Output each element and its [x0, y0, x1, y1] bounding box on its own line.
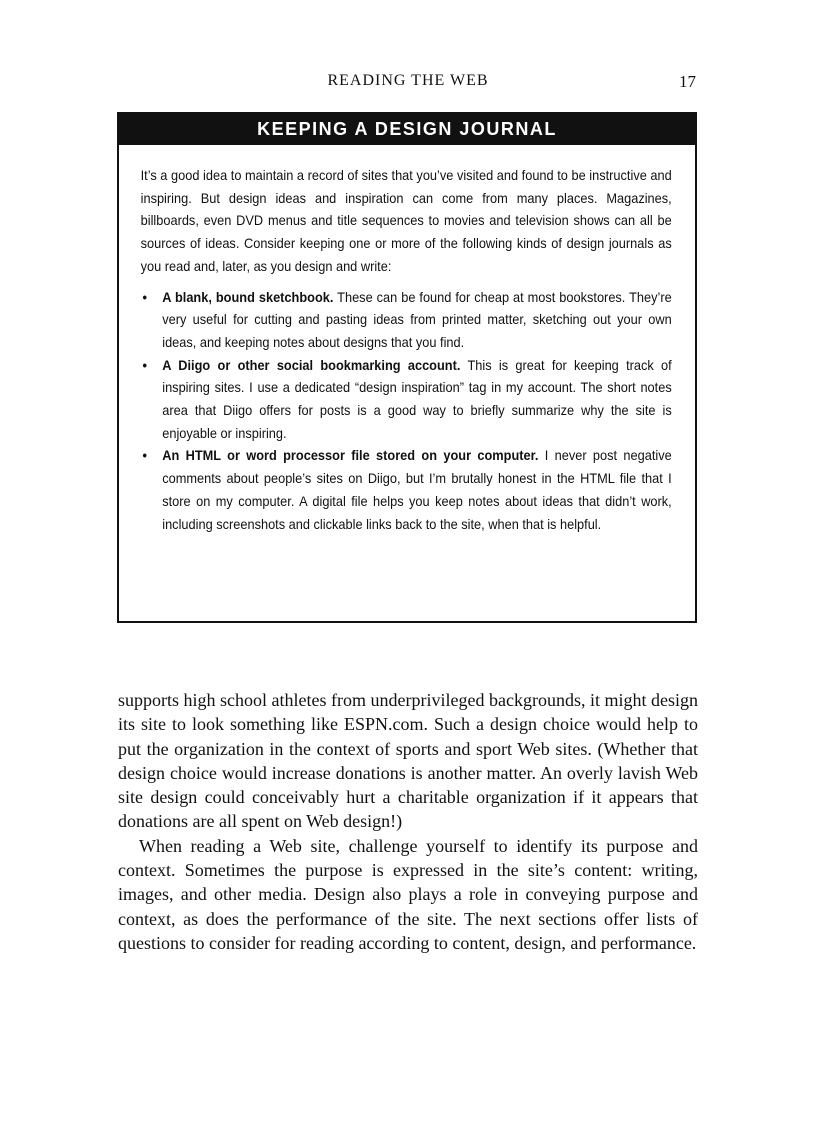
sidebar-intro: It’s a good idea to maintain a record of sites that you’ve visited and found to be instructive and inspiring. But design ideas and inspiration can come from many places. Magazines, billboards, even DVD menus and title sequences to movies and television shows can all be sources of ideas. Consider keeping one or more of the following kinds of design journals as you read and, later, as you design and write: [140, 168, 672, 274]
sidebar-body [119, 145, 691, 536]
list-item [141, 355, 672, 446]
bullet-icon: • [142, 357, 147, 373]
list-item [141, 287, 672, 355]
list-item-text: This is great for keeping track of inspiring sites. I use a dedicated “design inspiration” tag in my account. The short notes area that Diigo offers for posts is a good way to briefly summarize why the site is enjoyable or inspiring. [162, 357, 672, 441]
list-item [141, 445, 672, 536]
running-title: READING THE WEB [327, 72, 489, 89]
bullet-icon: • [142, 289, 147, 305]
main-body-text [118, 688, 698, 955]
list-item-lead: An HTML or word processor file stored on your computer. [162, 448, 539, 464]
journal-types-list [141, 287, 672, 537]
list-item-text: These can be found for cheap at most bookstores. They’re very useful for cutting and pasting ideas from printed matter, sketching out your own ideas, and keeping notes about designs that you find. [162, 289, 672, 350]
body-paragraph-1: supports high school athletes from underprivileged backgrounds, it might design its site to look something like ESPN.com. Such a design choice would help to put the organization in the context of sports and sport Web sites. (Whether that design choice would increase donations is another matter. An overly lavish Web site design could conceivably hurt a charitable organization if it appears that donations are all spent on Web design!) [118, 690, 698, 832]
running-head [118, 72, 698, 94]
page-number: 17 [679, 72, 696, 91]
design-journal-sidebar [117, 112, 697, 623]
sidebar-title: KEEPING A DESIGN JOURNAL [119, 114, 695, 145]
list-item-lead: A blank, bound sketchbook. [162, 289, 334, 305]
body-paragraph-2: When reading a Web site, challenge yourself to identify its purpose and context. Sometimes the purpose is expressed in the site’s content: writing, images, and other media. Design also plays a role in conveying purpose and context, as does the performance of the site. The next sections offer lists of questions to consider for reading according to content, design, and performance. [118, 835, 698, 953]
list-item-lead: A Diigo or other social bookmarking account. [162, 357, 461, 373]
bullet-icon: • [142, 448, 147, 464]
list-item-text: I never post negative comments about people’s sites on Diigo, but I’m brutally honest in the HTML file that I store on my computer. A digital file helps you keep notes about ideas that didn’t work, including screenshots and clickable links back to the site, when that is helpful. [162, 448, 672, 532]
